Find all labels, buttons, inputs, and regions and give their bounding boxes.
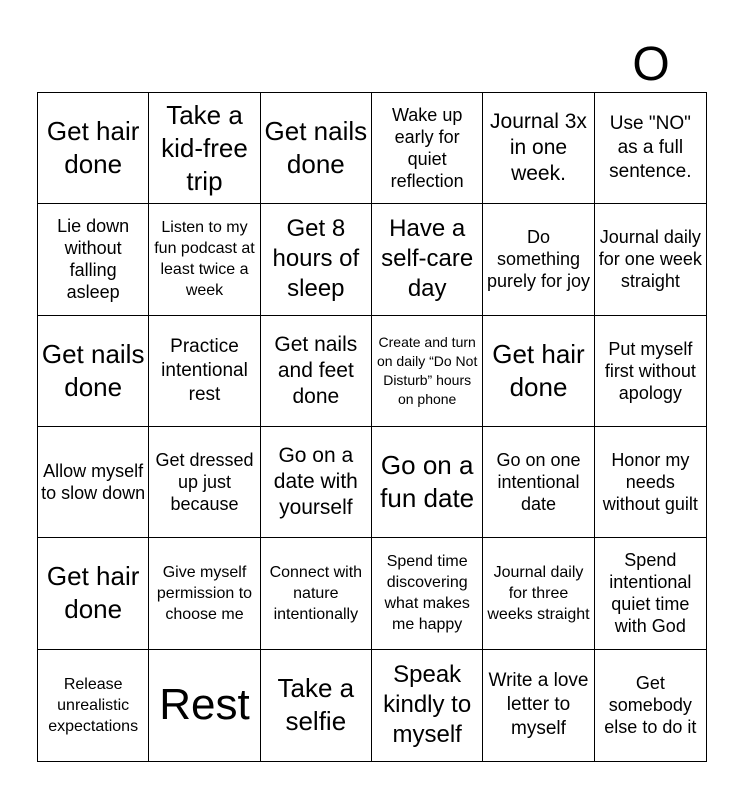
bingo-cell[interactable] [149,427,260,538]
bingo-cell-text: Rest [159,680,250,730]
bingo-cell[interactable] [595,204,706,315]
bingo-cell-text: Get hair done [492,338,585,402]
bingo-cell[interactable] [261,650,372,761]
bingo-cell[interactable] [149,650,260,761]
bingo-cell-text: Lie down without falling asleep [57,216,130,303]
bingo-cell[interactable] [372,650,483,761]
bingo-cell-text: Get nails done [264,116,368,180]
bingo-cell[interactable] [38,650,149,761]
bingo-cell-text: Listen to my fun podcast at least twice a week [154,219,255,300]
bingo-cell-text: Have a self-care day [381,215,474,303]
bingo-cell-text: Get dressed up just because [155,450,254,515]
bingo-cell[interactable] [483,204,594,315]
bingo-cell[interactable] [483,538,594,649]
bingo-cell-text: Write a love letter to myself [488,670,589,740]
bingo-cell-text: Get somebody else to do it [604,673,697,738]
bingo-cell[interactable] [483,427,594,538]
bingo-cell[interactable] [38,316,149,427]
bingo-cell[interactable] [38,204,149,315]
bingo-cell[interactable] [595,93,706,204]
bingo-cell-text: Journal daily for three weeks straight [487,563,590,623]
bingo-cell[interactable] [595,538,706,649]
bingo-cell[interactable] [149,204,260,315]
bingo-cell-text: Practice intentional rest [161,335,248,405]
bingo-cell[interactable] [372,204,483,315]
bingo-cell-text: Give myself permission to choose me [156,563,253,623]
bingo-cell[interactable] [149,93,260,204]
bingo-cell-text: Honor my needs without guilt [602,450,698,515]
bingo-cell-text: Create and turn on daily “Do Not Disturb” hours on phone [376,333,478,407]
bingo-cell-text: Take a selfie [277,673,355,737]
bingo-cell-text: Get hair done [46,561,140,625]
column-header-o: O [632,38,670,91]
bingo-cell[interactable] [38,538,149,649]
bingo-cell-text: Allow myself to slow down [41,461,146,504]
bingo-cell-text: Connect with nature intentionally [269,563,363,623]
bingo-cell[interactable] [595,316,706,427]
bingo-cell[interactable] [38,427,149,538]
bingo-cell-text: Get 8 hours of sleep [272,215,360,303]
bingo-cell[interactable] [372,93,483,204]
bingo-cell[interactable] [261,316,372,427]
bingo-board [37,92,707,762]
bingo-cell-text: Get nails done [41,338,145,402]
bingo-cell-text: Use "NO" as a full sentence. [609,113,692,183]
bingo-cell-text: Wake up early for quiet reflection [390,105,464,192]
bingo-cell-text: Get nails and feet done [274,332,358,408]
bingo-cell[interactable] [261,204,372,315]
bingo-cell-text: Get hair done [46,116,140,180]
bingo-cell-text: Journal daily for one week straight [598,227,702,292]
bingo-cell-text: Do something purely for joy [486,227,591,292]
bingo-cell[interactable] [372,427,483,538]
bingo-cell[interactable] [483,650,594,761]
bingo-cell[interactable] [483,93,594,204]
bingo-cell-text: Speak kindly to myself [383,661,472,749]
bingo-cell-text: Spend intentional quiet time with God [609,550,692,637]
bingo-cell[interactable] [372,538,483,649]
bingo-cell[interactable] [149,538,260,649]
bingo-cell-text: Take a kid-free trip [161,99,248,196]
bingo-cell-text: Go on a fun date [380,450,475,514]
bingo-cell[interactable] [261,538,372,649]
bingo-cell-text: Go on a date with yourself [273,444,358,520]
bingo-cell-text: Go on one intentional date [496,450,581,515]
bingo-cell[interactable] [38,93,149,204]
bingo-cell[interactable] [595,427,706,538]
bingo-cell[interactable] [149,316,260,427]
bingo-cell[interactable] [261,427,372,538]
bingo-cell-text: Put myself first without apology [604,338,696,403]
bingo-cell[interactable] [595,650,706,761]
bingo-cell[interactable] [483,316,594,427]
bingo-cell-text: Journal 3x in one week. [490,110,587,186]
bingo-cell-text: Spend time discovering what makes me happy [384,553,470,634]
bingo-cell-text: Release unrealistic expectations [48,675,139,735]
bingo-cell[interactable] [372,316,483,427]
bingo-cell[interactable] [261,93,372,204]
